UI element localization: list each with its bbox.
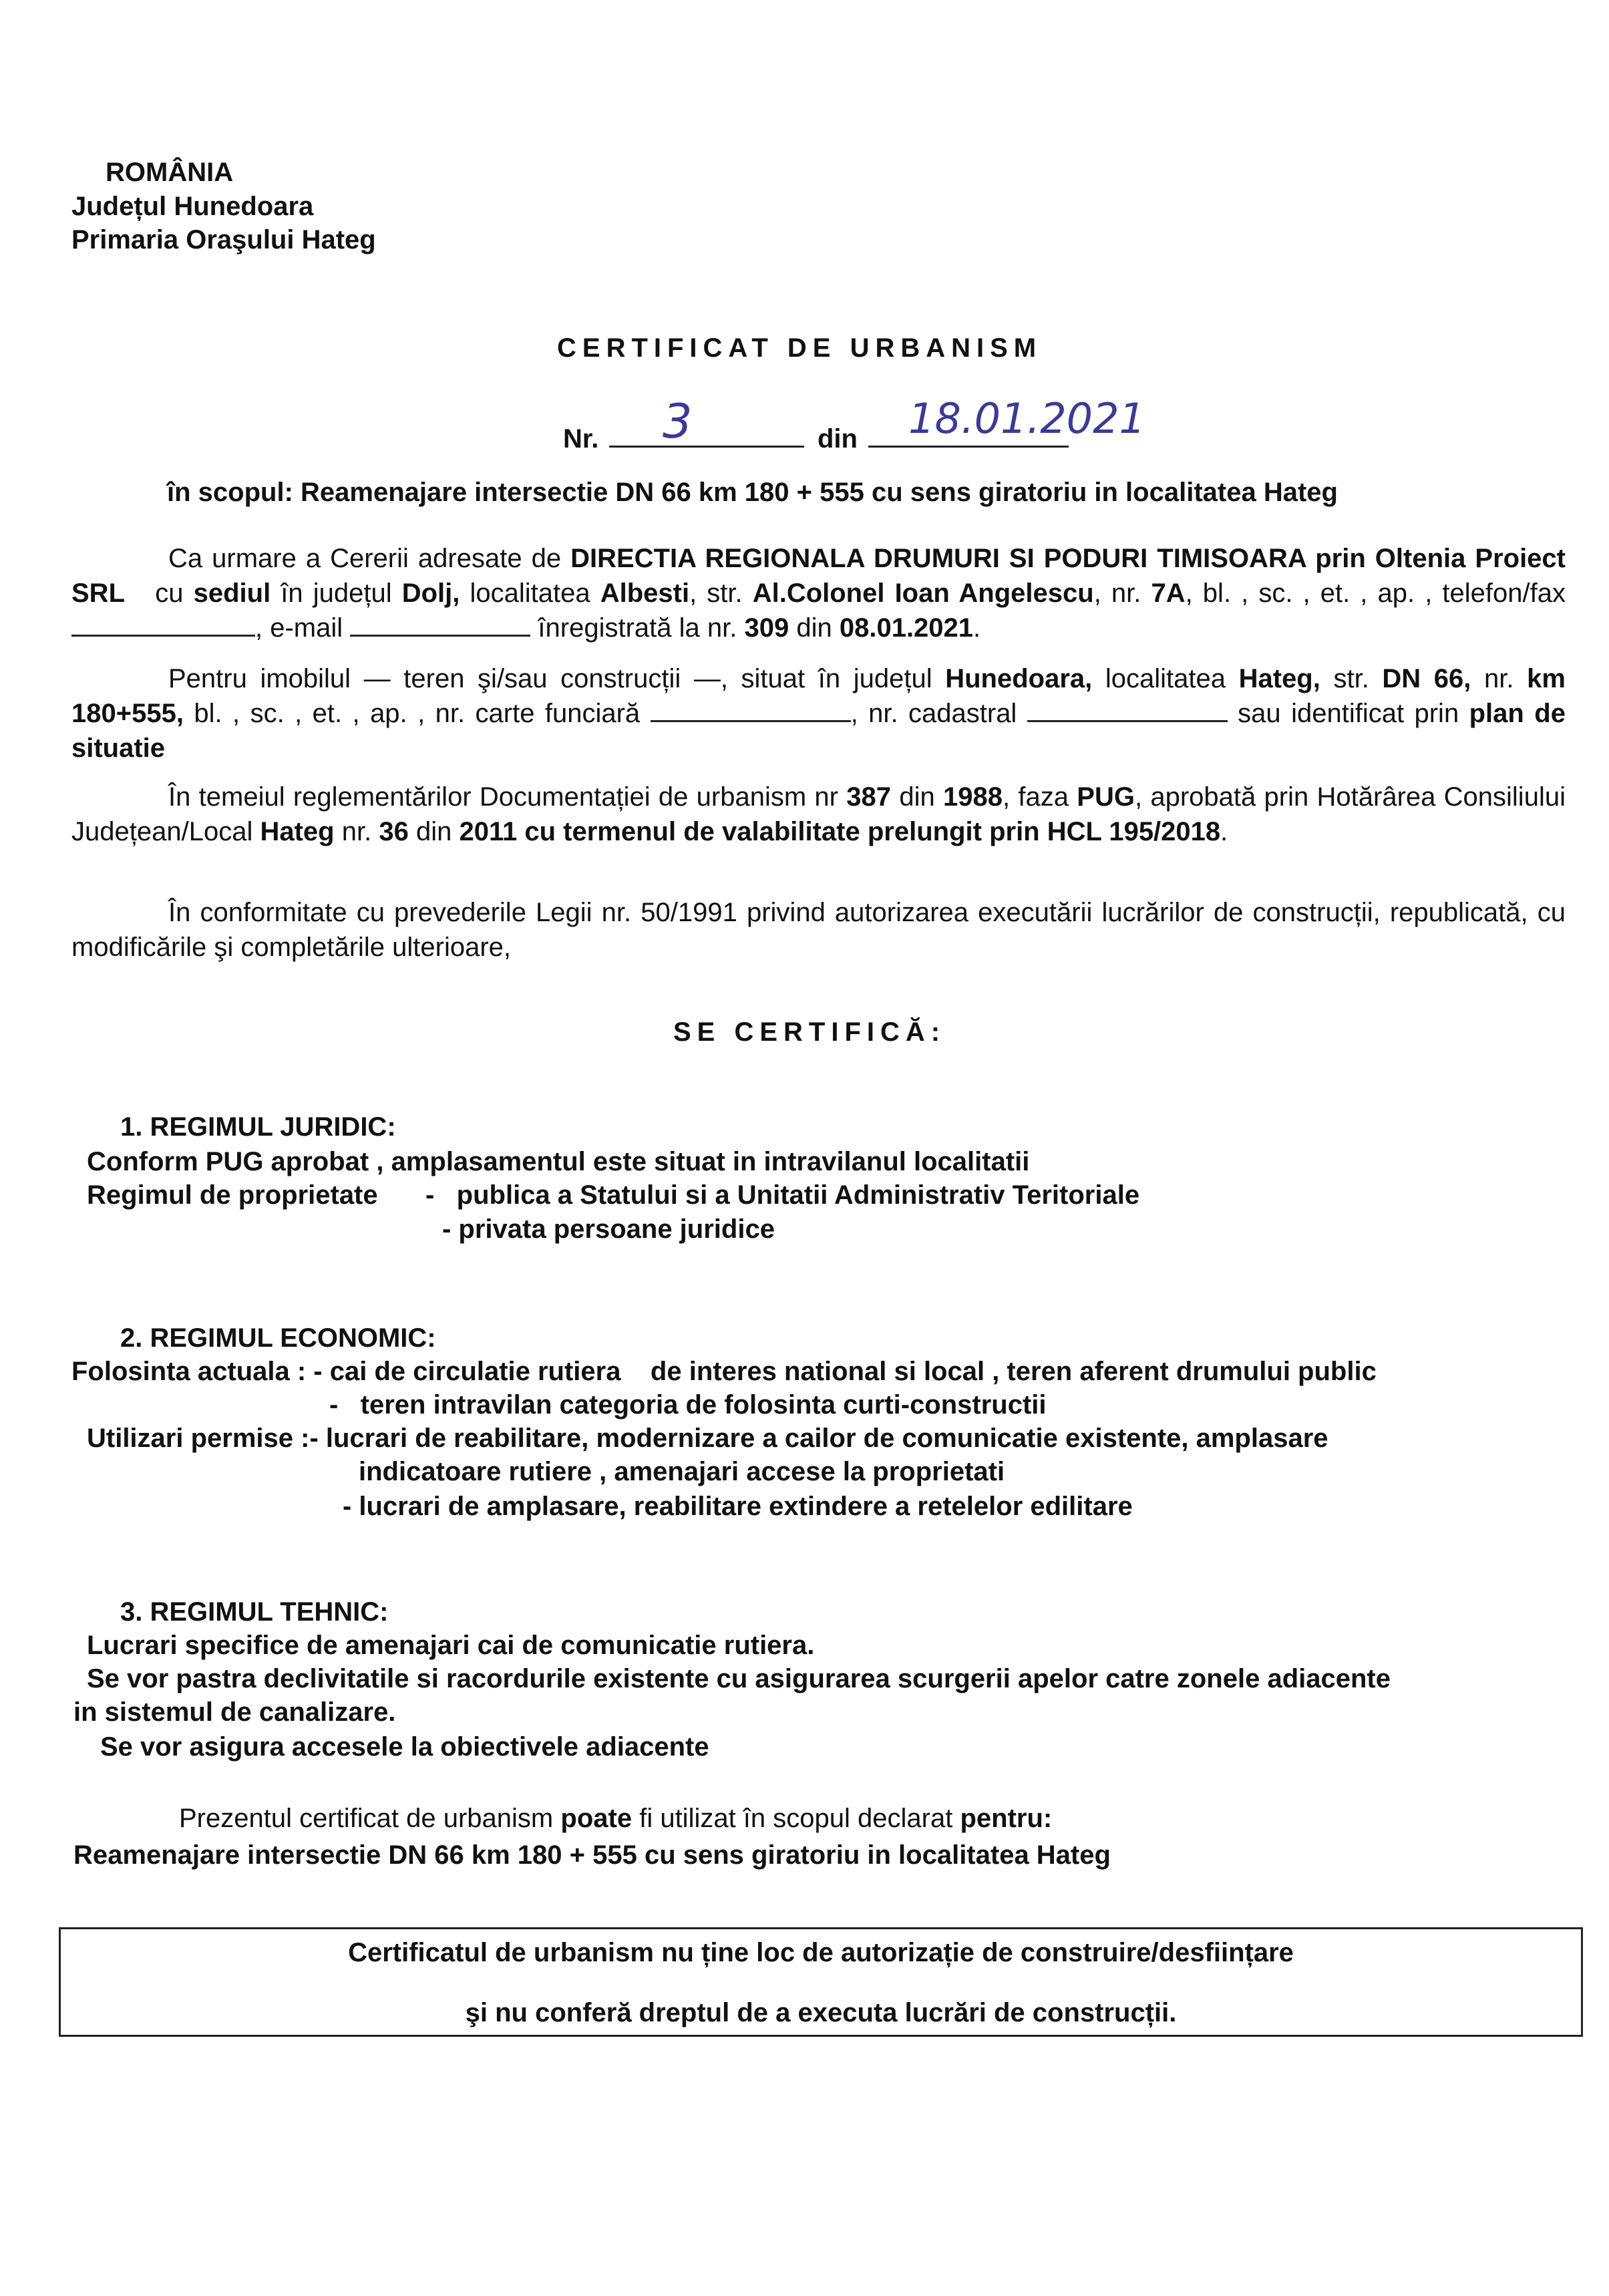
property-paragraph: Pentru imobilul — teren şi/sau construcții —, situat în județul Hunedoara, localitatea Hateg, str. DN 66, nr. km 180+555, bl. , sc. , et. , ap. , nr. carte funciară , nr. cadastral sau identificat prin plan de situatie bbox=[71, 664, 1566, 763]
email-blank bbox=[350, 612, 530, 637]
section3-line4: Se vor asigura accesele la obiectivele adiacente bbox=[100, 1732, 709, 1762]
fax-blank bbox=[71, 612, 255, 637]
nr-handwritten: 3 bbox=[663, 394, 693, 449]
city-hall-name: Primaria Oraşului Hateg bbox=[71, 225, 376, 255]
section3-title: 3. REGIMUL TEHNIC: bbox=[120, 1597, 389, 1627]
cadastral-blank bbox=[1027, 697, 1228, 722]
notice-line1: Certificatul de urbanism nu ține loc de autorizație de construire/desființare bbox=[348, 1938, 1294, 1967]
registration-number: 309 bbox=[744, 613, 789, 643]
country-name: ROMÂNIA bbox=[106, 158, 234, 187]
section2-line5: - lucrari de amplasare, reabilitare extindere a retelelor edilitare bbox=[343, 1492, 1133, 1521]
county-name: Județul Hunedoara bbox=[71, 192, 314, 221]
din-label: din bbox=[818, 424, 858, 454]
section3-line3: in sistemul de canalizare. bbox=[73, 1697, 396, 1727]
section2-line3: Utilizari permise :- lucrari de reabilitare, modernizare a cailor de comunicatie existente, amplasare bbox=[87, 1424, 1328, 1453]
usage-purpose: Reamenajare intersectie DN 66 km 180 + 555 cu sens giratoriu in localitatea Hateg bbox=[73, 1840, 1111, 1870]
section2-line4: indicatoare rutiere , amenajari accese la proprietati bbox=[359, 1457, 1005, 1486]
usage-line: Prezentul certificat de urbanism poate fi utilizat în scopul declarat pentru: bbox=[179, 1804, 1053, 1833]
section3-line2: Se vor pastra declivitatile si racordurile existente cu asigurarea scurgerii apelor catre zonele adiacente bbox=[87, 1664, 1391, 1693]
section3-line1: Lucrari specifice de amenajari cai de comunicatie rutiera. bbox=[87, 1631, 815, 1660]
document-title: CERTIFICAT DE URBANISM bbox=[557, 333, 1043, 363]
date-field bbox=[868, 394, 1145, 448]
section2-line2: - teren intravilan categoria de folosinta curti-constructii bbox=[329, 1390, 1047, 1420]
section2-title: 2. REGIMUL ECONOMIC: bbox=[120, 1323, 436, 1353]
nr-label: Nr. bbox=[563, 424, 599, 454]
nr-field bbox=[609, 394, 804, 449]
basis-paragraph: În temeiul reglementărilor Documentației de urbanism nr 387 din 1988, faza PUG, aprobată prin Hotărârea Consiliului Județean/Local Hateg nr. 36 din 2011 cu termenul de valabilitate prelungit prin HCL 195/2018. bbox=[71, 782, 1566, 846]
carte-funciara-blank bbox=[651, 697, 851, 722]
purpose-label: în scopul: bbox=[167, 478, 293, 507]
law-paragraph: În conformitate cu prevederile Legii nr. 50/1991 privind autorizarea executării lucrărilor de construcții, republicată, cu modificările şi completările ulterioare, bbox=[71, 898, 1566, 962]
section1-line3: - privata persoane juridice bbox=[442, 1214, 775, 1244]
purpose-line bbox=[167, 476, 1338, 509]
section1-line1: Conform PUG aprobat , amplasamentul este situat in intravilanul localitatii bbox=[87, 1147, 1030, 1176]
section1-line2a: Regimul de proprietate bbox=[87, 1180, 378, 1210]
notice-box bbox=[59, 1927, 1583, 2037]
purpose-text: Reamenajare intersectie DN 66 km 180 + 555 cu sens giratoriu in localitatea Hateg bbox=[301, 478, 1338, 507]
certify-heading: SE CERTIFICĂ: bbox=[673, 1017, 946, 1047]
section1-title: 1. REGIMUL JURIDIC: bbox=[120, 1112, 396, 1142]
notice-line2: şi nu conferă dreptul de a executa lucrări de construcții. bbox=[465, 1998, 1177, 2027]
request-paragraph: Ca urmare a Cererii adresate de DIRECTIA REGIONALA DRUMURI SI PODURI TIMISOARA prin Oltenia Proiect SRL cu sediul în județul Dolj, localitatea Albesti, str. Al.Colonel Ioan Angelescu, nr. 7A, bl. , sc. , et. , ap. , telefon/fax , e-mail înregistrată la nr. 309 din 08.01.2021. bbox=[71, 544, 1566, 643]
date-handwritten: 18.01.2021 bbox=[908, 394, 1145, 443]
registration-date: 08.01.2021 bbox=[839, 613, 974, 643]
section1-line2b: - publica a Statului si a Unitatii Administrativ Teritoriale bbox=[425, 1180, 1140, 1210]
applicant-name: DIRECTIA REGIONALA DRUMURI SI PODURI TIMISOARA prin Oltenia Proiect SRL bbox=[71, 544, 1566, 608]
section2-line1: Folosinta actuala : - cai de circulatie rutiera de interes national si local , teren aferent drumului public bbox=[71, 1357, 1377, 1386]
